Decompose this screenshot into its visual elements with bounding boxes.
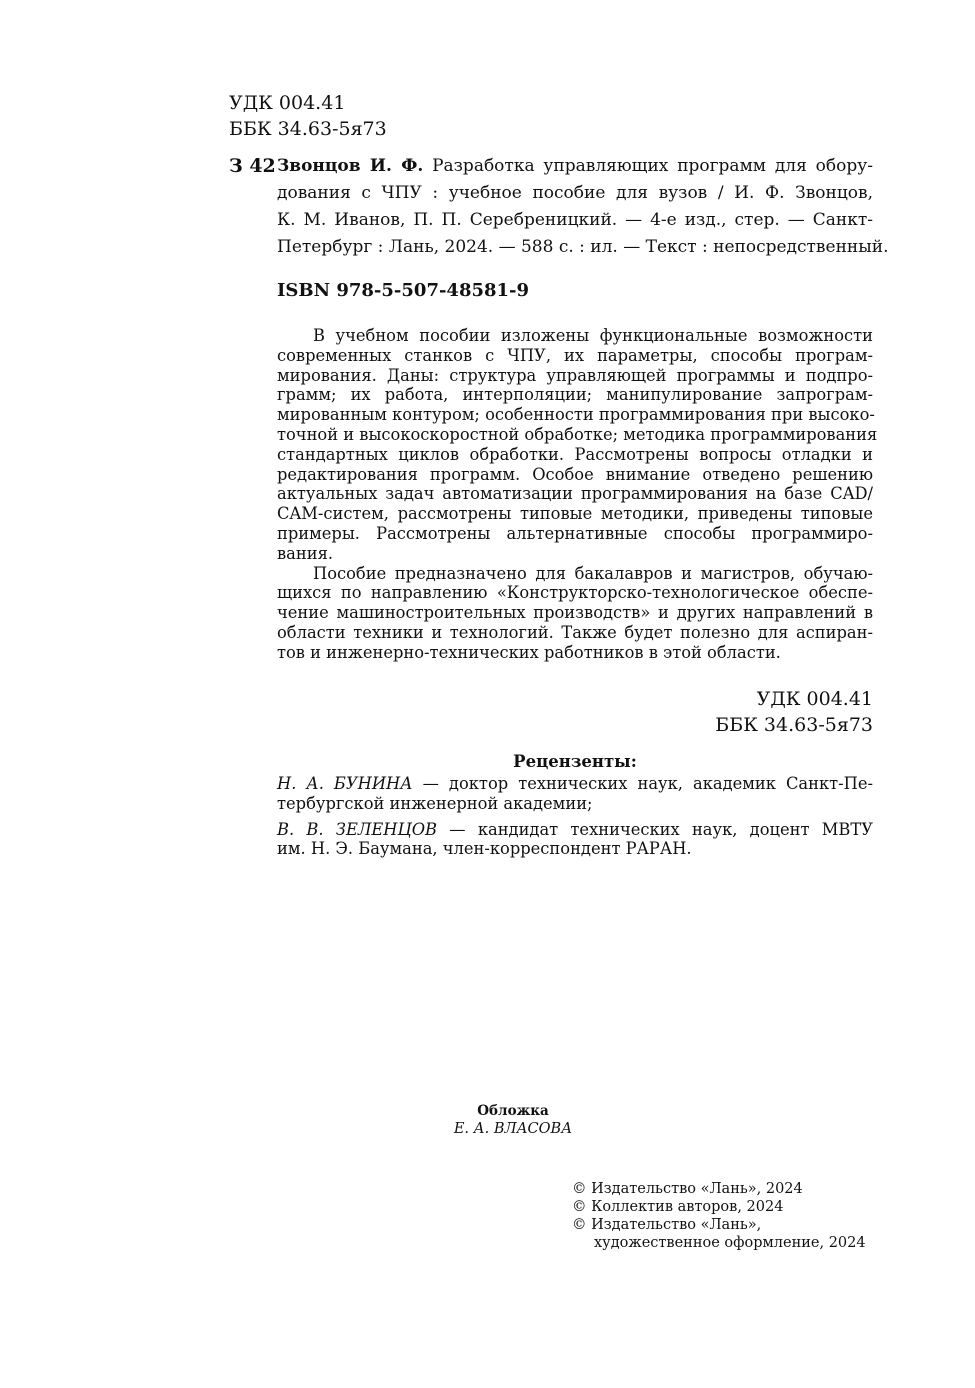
cover-label: Обложка	[477, 1103, 549, 1119]
copyright-block	[572, 1180, 866, 1252]
reviewer-name: В. В. ЗЕЛЕНЦОВ	[277, 819, 438, 839]
reviewer-name: Н. А. БУНИНА	[277, 774, 413, 793]
reviewers-title: Рецензенты:	[513, 752, 637, 771]
biblio-author: Звонцов И. Ф.	[277, 156, 424, 176]
reviewer-line	[277, 820, 873, 840]
reviewer-desc: — кандидат технических наук, доцент МВТУ	[437, 819, 873, 839]
cover-artist: Е. А. ВЛАСОВА	[453, 1121, 573, 1137]
abstract-line: редактирования программ. Особое внимание отведено решению	[277, 464, 873, 484]
reviewer-line: тербургской инженерной академии;	[277, 793, 593, 813]
abstract-line: вания.	[277, 543, 334, 563]
abstract-line: грамм; их работа, интерполяции; манипулирование запрограм-	[277, 385, 873, 405]
abstract-line: примеры. Рассмотрены альтернативные способы программиро-	[277, 523, 873, 543]
cover-credit	[400, 1102, 626, 1138]
copyright-line: © Издательство «Лань», 2024	[572, 1181, 803, 1197]
biblio-line: К. М. Иванов, П. П. Серебреницкий. — 4-е изд., стер. — Санкт-	[277, 210, 873, 230]
abstract-line: Пособие предназначено для бакалавров и магистров, обучаю-	[313, 563, 873, 583]
bibliographic-entry	[277, 153, 889, 261]
udk-code: УДК 004.41	[229, 92, 346, 114]
reviewers-list	[277, 774, 873, 859]
copyright-line: © Издательство «Лань»,	[572, 1217, 762, 1233]
reviewer-line	[277, 774, 873, 794]
abstract-line: стандартных циклов обработки. Рассмотрены вопросы отладки и	[277, 444, 873, 464]
copyright-line: © Коллектив авторов, 2024	[572, 1199, 784, 1215]
abstract-line: мирования. Даны: структура управляющей программы и подпро-	[277, 365, 873, 385]
top-classification	[229, 90, 387, 142]
bbk-code: ББК 34.63-5я73	[229, 118, 387, 140]
reviewer-line: им. Н. Э. Баумана, член-корреспондент РАРАН.	[277, 839, 692, 859]
biblio-line	[277, 153, 873, 180]
reviewer-desc: — доктор технических наук, академик Санкт-Пе-	[412, 774, 873, 793]
biblio-line: дования с ЧПУ : учебное пособие для вузов / И. Ф. Звонцов,	[277, 183, 873, 203]
bottom-classification	[715, 686, 873, 738]
abstract-line: точной и высокоскоростной обработке; методика программирования	[277, 424, 878, 444]
udk-code: УДК 004.41	[756, 688, 873, 710]
abstract	[277, 326, 878, 663]
copyright-line: художественное оформление, 2024	[594, 1235, 866, 1251]
bbk-code: ББК 34.63-5я73	[715, 714, 873, 736]
abstract-line: чение машиностроительных производств» и других направлений в	[277, 603, 873, 623]
biblio-title: Разработка управляющих программ для обору-	[423, 156, 873, 176]
abstract-line: В учебном пособии изложены функциональные возможности	[313, 326, 873, 345]
abstract-line: современных станков с ЧПУ, их параметры, способы програм-	[277, 345, 873, 365]
biblio-line: Петербург : Лань, 2024. — 588 с. : ил. — Текст : непосредственный.	[277, 237, 889, 257]
abstract-line: щихся по направлению «Конструкторско-технологическое обеспе-	[277, 583, 873, 603]
isbn: ISBN 978-5-507-48581-9	[277, 280, 530, 301]
abstract-line: актуальных задач автоматизации программирования на базе CAD/	[277, 484, 873, 504]
abstract-line: мированным контуром; особенности программирования при высоко-	[277, 405, 875, 425]
abstract-line: CAM-систем, рассмотрены типовые методики, приведены типовые	[277, 504, 873, 524]
abstract-line: тов и инженерно-технических работников в этой области.	[277, 642, 781, 662]
author-mark: З 42	[229, 155, 276, 177]
abstract-line: области техники и технологий. Также будет полезно для аспиран-	[277, 622, 873, 642]
